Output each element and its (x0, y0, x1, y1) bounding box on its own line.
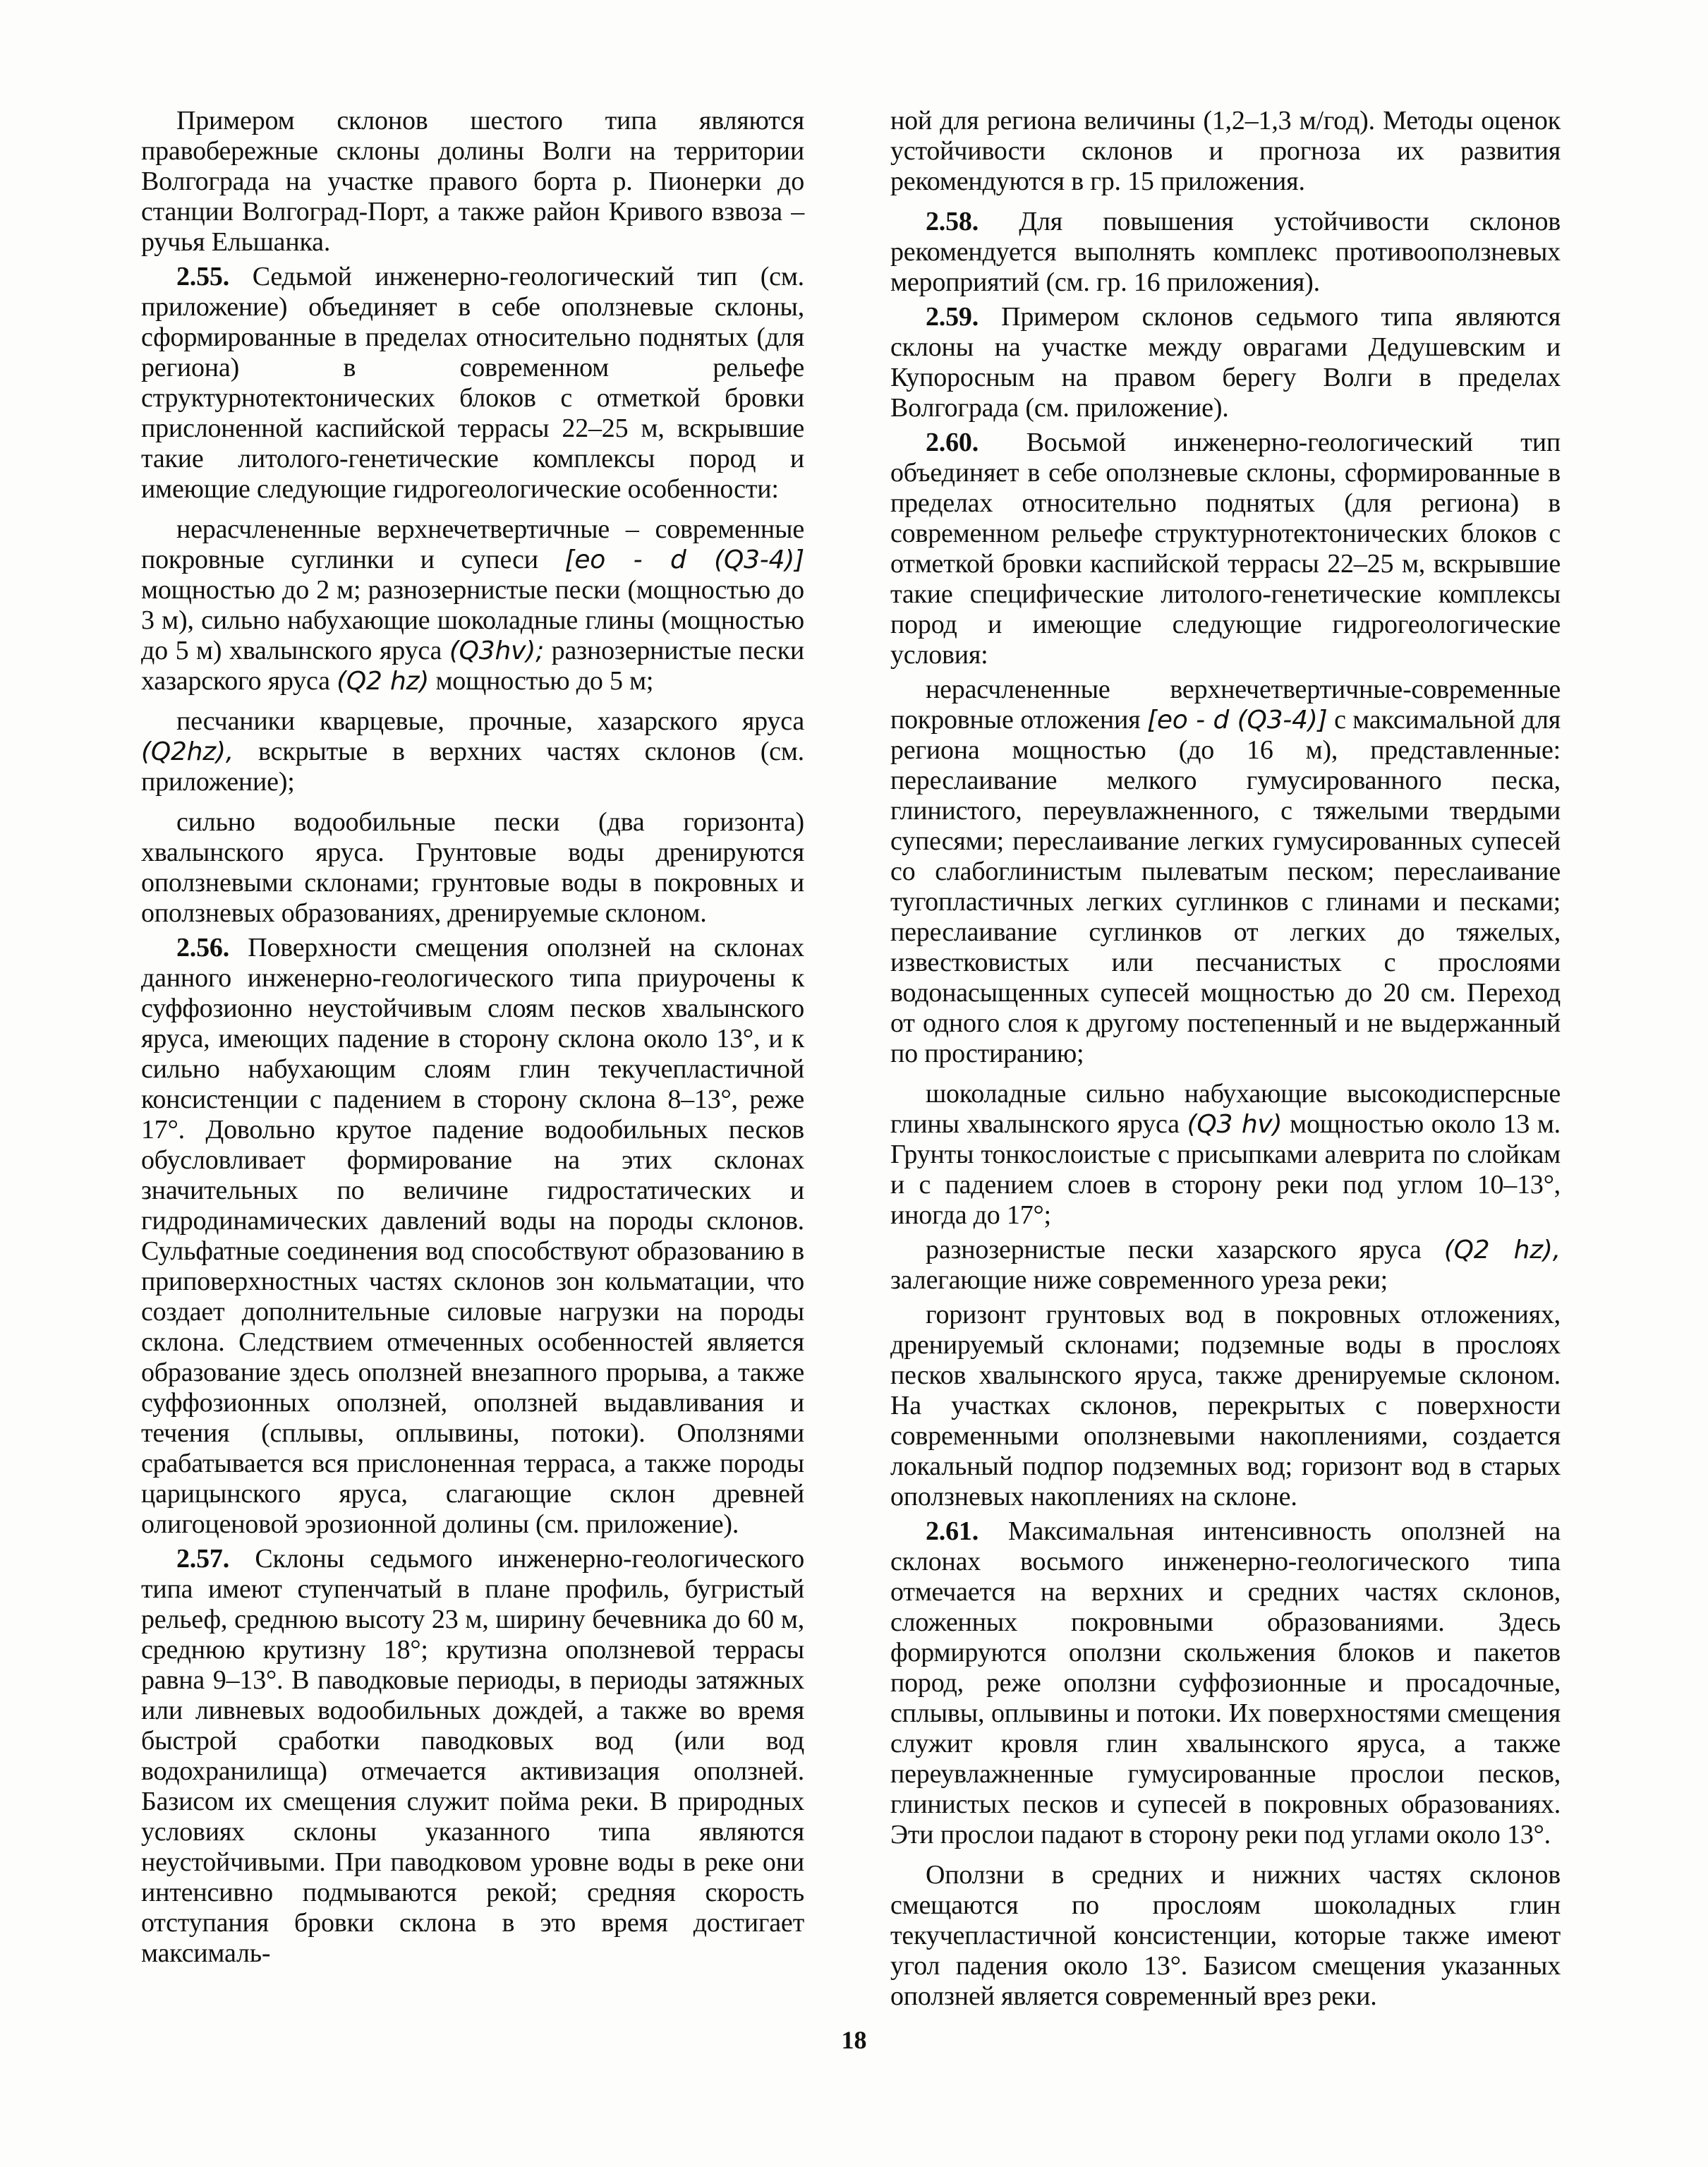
item-text: шоколадные сильно набухающие высокодисперсные глины хвалынского яруса (890, 1079, 1561, 1139)
section-number: 2.61. (926, 1516, 979, 1546)
paragraph-text: Восьмой инженерно-геологический тип объединяет в себе оползневые склоны, сформированные в пределах относительно поднятых (для региона) в современном рельефе структурнотектонических блоков с отметкой бровки каспийской террасы 22–25 м, вскрывшие такие специфические литолого-генетические комплексы пород и имеющие следующие гидрогеологические условия: (890, 428, 1561, 670)
left-column (141, 106, 804, 1973)
item-text: мощностью около 13 м. Грунты тонкослоистые с присыпками алеврита по слойкам и с падением слоев в сторону реки под углом 10–13°, иногда до 17°; (890, 1109, 1561, 1230)
item-text: мощностью до 2 м; разнозернистые пески (мощностью до 3 м), сильно набухающие шоколадные глины (мощностью до 5 м) хвалынского яруса (141, 575, 804, 665)
formula: [eo - d (Q3-4)] (564, 545, 804, 574)
paragraph-2-59 (890, 302, 1561, 423)
section-number: 2.58. (926, 207, 979, 236)
section-number: 2.60. (926, 428, 979, 457)
paragraph-text: Склоны седьмого инженерно-геологического типа имеют ступенчатый в плане профиль, бугристый рельеф, среднюю высоту 23 м, ширину бечевника до 60 м, среднюю крутизну 18°; крутизна оползневой террасы равна 9–13°. В паводковые периоды, в периоды затяжных или ливневых водообильных дождей, а также во время быстрой сработки паводковых вод (или вод водохранилища) отмечается активизация оползней. Базисом их смещения служит пойма реки. В природных условиях склоны указанного типа являются неустойчивыми. При паводковом уровне воды в реке они интенсивно подмываются рекой; средняя скорость отступания бровки склона в это время достигает максималь- (141, 1544, 804, 1968)
paragraph-2-61 (890, 1516, 1561, 1850)
list-item-3: сильно водообильные пески (два горизонта) хвалынского яруса. Грунтовые воды дренируются оползневыми склонами; грунтовые воды в покровных и оползневых образованиях, дренируемые склоном. (141, 807, 804, 928)
right-column (890, 106, 1561, 2016)
section-number: 2.57. (176, 1544, 230, 1574)
item-text: песчаники кварцевые, прочные, хазарского яруса (176, 706, 804, 736)
formula: (Q2 hz) (337, 667, 430, 696)
paragraph-2-60 (890, 428, 1561, 670)
paragraph-final: Оползни в средних и нижних частях склонов смещаются по прослоям шоколадных глин текучепластичной консистенции, которые также имеют угол падения около 13°. Базисом смещения указанных оползней является современный врез реки. (890, 1860, 1561, 2011)
item-text: разнозернистые пески хазарского яруса (141, 636, 804, 696)
item-text: залегающие ниже современного уреза реки; (890, 1265, 1388, 1295)
list-item-1 (890, 675, 1561, 1069)
paragraph-text: Для повышения устойчивости склонов рекомендуется выполнять комплекс противооползневых мероприятий (см. гр. 16 приложения). (890, 207, 1561, 297)
paragraph-text: Примером склонов седьмого типа являются склоны на участке между оврагами Дедушевским и Купоросным на правом берегу Волги в пределах Волгограда (см. приложение). (890, 302, 1561, 423)
paragraph-2-57-tail: ной для региона величины (1,2–1,3 м/год). Методы оценок устойчивости склонов и прогноза их развития рекомендуются в гр. 15 приложения. (890, 106, 1561, 196)
item-text: разнозернистые пески хазарского яруса (926, 1235, 1444, 1264)
paragraph-text: Максимальная интенсивность оползней на склонах восьмого инженерно-геологического типа отмечается на верхних и средних частях склонов, сложенных покровными образованиями. Здесь формируются оползни скольжения блоков и пакетов пород, реже оползни суффозионные и просадочные, сплывы, оплывины и потоки. Их поверхностями смещения служит кровля глин хвалынского яруса, а также переувлажненные гумусированные прослои песков, глинистых песков и супесей в покровных образованиях. Эти прослои падают в сторону реки под углами около 13°. (890, 1516, 1561, 1849)
paragraph-text: Поверхности смещения оползней на склонах данного инженерно-геологического типа приурочены к суффозионно неустойчивым слоям песков хвалынского яруса, имеющих падение в сторону склона около 13°, и к сильно набухающим слоям глин текучепластичной консистенции с падением в сторону склона 8–13°, реже 17°. Довольно крутое падение водообильных песков обусловливает формирование на этих склонах значительных по величине гидростатических и гидродинамических давлений воды на породы склонов. Сульфатные соединения вод способствуют образованию в приповерхностных частях склонов зон кольматации, что создает дополнительные силовые нагрузки на породы склона. Следствием отмеченных особенностей является образование здесь оползней внезапного прорыва, а также суффозионных оползней, оползней выдавливания и течения (сплывы, оплывины, потоки). Оползнями срабатывается вся прислоненная терраса, а также породы царицынского яруса, слагающие склон древней олигоценовой эрозионной долины (см. приложение). (141, 933, 804, 1539)
formula: (Q2 hz), (1443, 1236, 1561, 1264)
formula: [eo - d (Q3-4)] (1146, 706, 1328, 735)
list-item-3 (890, 1235, 1561, 1296)
formula: (Q3 hv) (1187, 1110, 1283, 1139)
paragraph-text: Седьмой инженерно-геологический тип (см. приложение) объединяет в себе оползневые склоны, сформированные в пределах относительно поднятых (для региона) в современном рельефе структурнотектонических блоков с отметкой бровки прислоненной каспийской террасы 22–25 м, вскрывшие такие литолого-генетические комплексы пород и имеющие следующие гидрогеологические особенности: (141, 262, 804, 504)
section-number: 2.55. (176, 262, 230, 291)
paragraph-2-54-tail: Примером склонов шестого типа являются правобережные склоны долины Волги на территории Волгограда на участке правого борта р. Пионерки до станции Волгоград-Порт, а также район Кривого взвоза – ручья Ельшанка. (141, 106, 804, 257)
item-text: вскрытые в верхних частях склонов (см. приложение); (141, 737, 804, 797)
list-item-2 (141, 706, 804, 797)
item-text: нерасчлененные верхнечетвертичные – современные покровные суглинки и супеси (141, 514, 804, 574)
formula: (Q2hz), (141, 737, 234, 766)
paragraph-2-56 (141, 933, 804, 1540)
section-number: 2.59. (926, 302, 979, 332)
section-number: 2.56. (176, 933, 230, 962)
item-text: с максимальной для региона мощностью (до 16 м), представленные: переслаивание мелкого гумусированного песка, глинистого, переувлажненного, с тяжелыми твердыми супесями; переслаивание легких гумусированных супесей со слабоглинистым пылеватым песком; переслаивание тугопластичных легких суглинков с глинами и песками; переслаивание суглинков от легких до тяжелых, известковистых или песчанистых с прослоями водонасыщенных супесей мощностью до 20 см. Переход от одного слоя к другому постепенный и не выдержанный по простиранию; (890, 705, 1561, 1068)
paragraph-2-57 (141, 1544, 804, 1969)
paragraph-2-55 (141, 262, 804, 505)
item-text: мощностью до 5 м; (429, 666, 654, 696)
list-item-1 (141, 514, 804, 696)
item-text: нерасчлененные верхнечетвертичные-современные покровные отложения (890, 675, 1561, 735)
list-item-4: горизонт грунтовых вод в покровных отложениях, дренируемый склонами; подземные воды в прослоях песков хвалынского яруса, также дренируемые склоном. На участках склонов, перекрытых с поверхности современными оползневыми накоплениями, создается локальный подпор подземных вод; горизонт вод в старых оползневых накоплениях на склоне. (890, 1300, 1561, 1511)
paragraph-2-58 (890, 207, 1561, 298)
page-number: 18 (841, 2026, 867, 2054)
formula: (Q3hv); (449, 636, 545, 665)
list-item-2 (890, 1079, 1561, 1231)
